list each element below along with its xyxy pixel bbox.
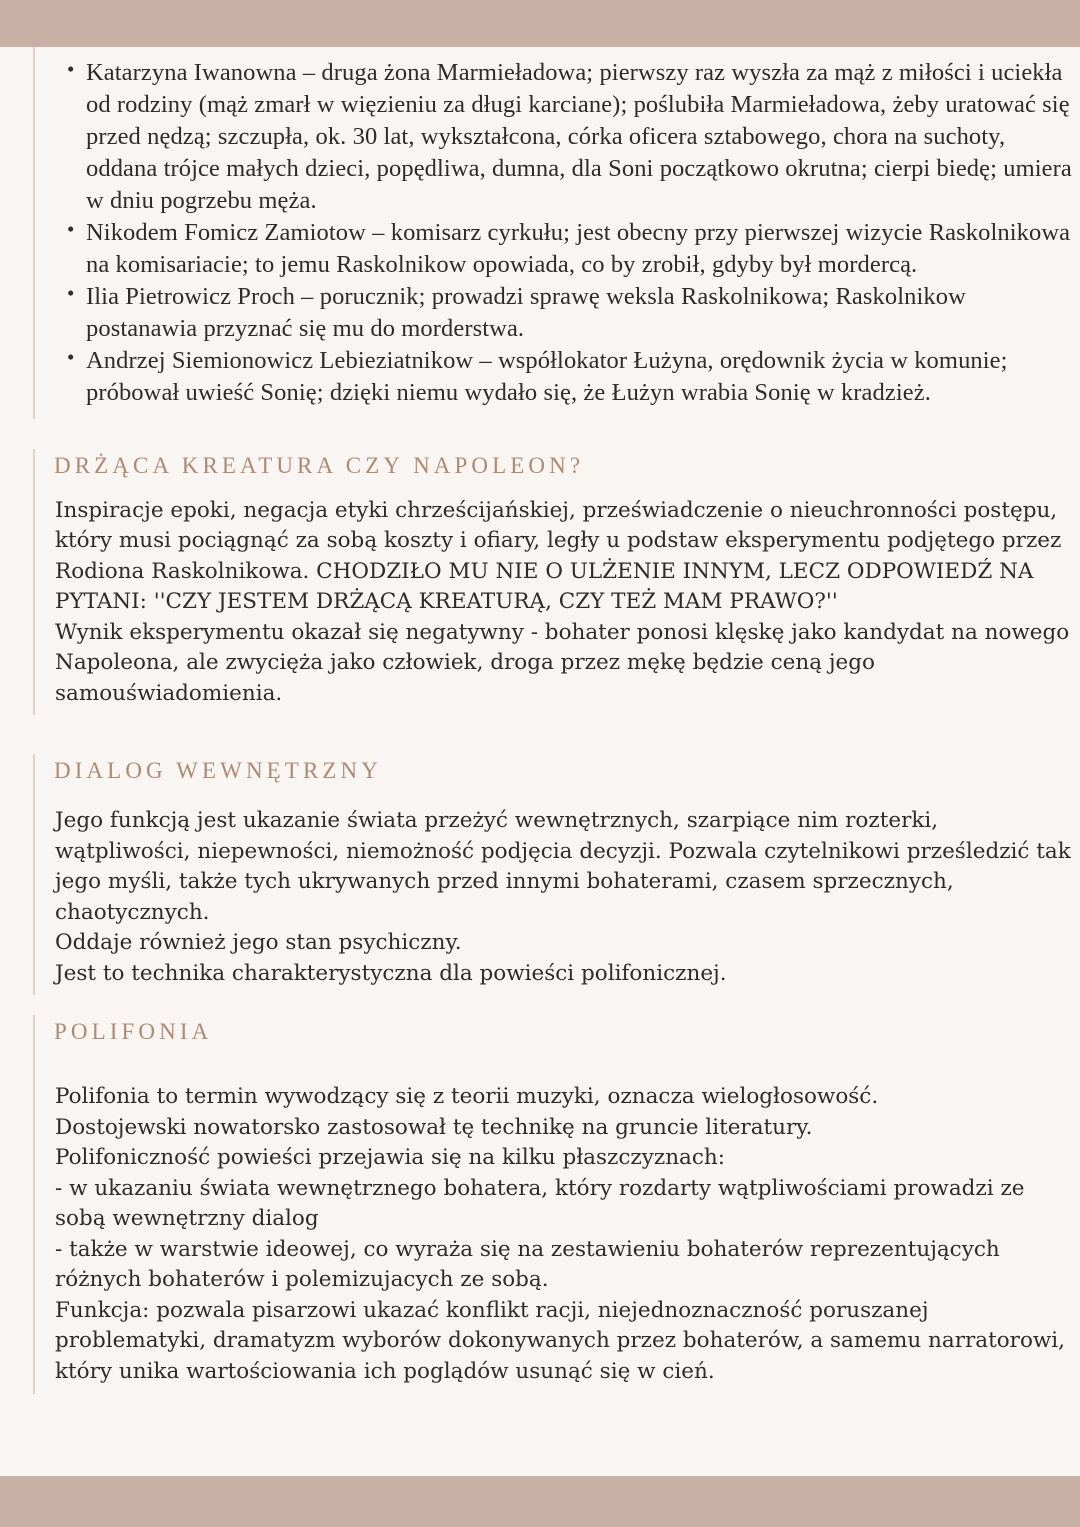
section-heading-dialog: DIALOG WEWNĘTRZNY: [54, 758, 382, 784]
paragraph: Polifoniczność powieści przejawia się na kilku płaszczyznach:: [55, 1145, 725, 1171]
paragraph: Polifonia to termin wywodzący się z teorii muzyki, oznacza wielogłosowość.: [55, 1084, 879, 1110]
section-napoleon: [33, 449, 1080, 716]
list-item: • Ilia Pietrowicz Proch – porucznik; prowadzi sprawę weksla Raskolnikowa; Raskolnikow postanawia przyznać się mu do morderstwa.: [50, 281, 1080, 345]
section-heading-napoleon: DRŻĄCA KREATURA CZY NAPOLEON?: [54, 452, 585, 478]
paragraph: Funkcja: pozwala pisarzowi ukazać konflikt racji, niejednoznaczność poruszanej problematyki, dramatyzm wyborów dokonywanych przez bohaterów, a samemu narratorowi, który unika wartościowania ich poglądów usunąć się w cień.: [55, 1297, 1066, 1384]
section-body-polifonia: [50, 1050, 1080, 1393]
paragraph: Jego funkcją jest ukazanie świata przeżyć wewnętrznych, szarpiące nim rozterki, wątpliwości, niepewności, niemożność podjęcia decyzji. Pozwala czytelnikowi prześledzić tak jego myśli, także tych ukrywanych przed innymi bohaterami, czasem sprzecznych, chaotycznych.: [55, 808, 1071, 925]
page-bottom-band: [0, 1476, 1080, 1527]
character-list: [50, 57, 1080, 409]
paragraph: Dostojewski nowatorsko zastosował tę technikę na gruncie literatury.: [55, 1114, 813, 1140]
list-item: • Andrzej Siemionowicz Lebieziatnikow – współlokator Łużyna, orędownik życia w komunie; próbował uwieść Sonię; dzięki niemu wydało się, że Łużyn wrabia Sonię w kradzież.: [50, 345, 1080, 409]
paragraph: - także w warstwie ideowej, co wyraża się na zestawieniu bohaterów reprezentujących różnych bohaterów i polemizujacych ze sobą.: [55, 1236, 1000, 1293]
paragraph: Oddaje również jego stan psychiczny.: [55, 930, 462, 956]
section-body-dialog: [50, 789, 1080, 995]
paragraph: Wynik eksperymentu okazał się negatywny - bohater ponosi klęskę jako kandydat na nowego Napoleona, ale zwycięża jako człowiek, droga przez mękę będzie ceną jego samouświadomienia.: [55, 619, 1070, 706]
page-content: [0, 47, 1080, 1394]
paragraph: - w ukazaniu świata wewnętrznego bohatera, który rozdarty wątpliwościami prowadzi ze sobą wewnętrzny dialog: [55, 1175, 1025, 1232]
paragraph: Jest to technika charakterystyczna dla powieści polifonicznej.: [55, 960, 727, 986]
page-top-band: [0, 0, 1080, 47]
character-list-block: [33, 47, 1080, 419]
section-dialog-wewnetrzny: [33, 754, 1080, 995]
paragraph: Inspiracje epoki, negacja etyki chrześcijańskiej, przeświadczenie o nieuchronności postępu, który musi pociągnąć za sobą koszty i ofiary, legły u podstaw eksperymentu podjętego przez Rodiona Raskolnikowa. CHODZIŁO MU NIE O ULŻENIE INNYM, LECZ ODPOWIEDŹ NA PYTANI: ''CZY JESTEM DRŻĄCĄ KREATURĄ, CZY TEŻ MAM PRAWO?'': [55, 497, 1062, 615]
list-item: • Nikodem Fomicz Zamiotow – komisarz cyrkułu; jest obecny przy pierwszej wizycie Raskolnikowa na komisariacie; to jemu Raskolnikow opowiada, co by zrobił, gdyby był mordercą.: [50, 217, 1080, 281]
section-heading-polifonia: POLIFONIA: [54, 1019, 213, 1045]
section-polifonia: [33, 1015, 1080, 1393]
list-item: • Katarzyna Iwanowna – druga żona Marmieładowa; pierwszy raz wyszła za mąż z miłości i uciekła od rodziny (mąż zmarł w więzieniu za długi karciane); poślubiła Marmieładowa, żeby uratować się przed nędzą; szczupła, ok. 30 lat, wykształcona, córka oficera sztabowego, chora na suchoty, oddana trójce małych dzieci, popędliwa, dumna, dla Soni początkowo okrutna; cierpi biedę; umiera w dniu pogrzebu męża.: [50, 57, 1080, 217]
section-body-napoleon: [50, 484, 1080, 716]
